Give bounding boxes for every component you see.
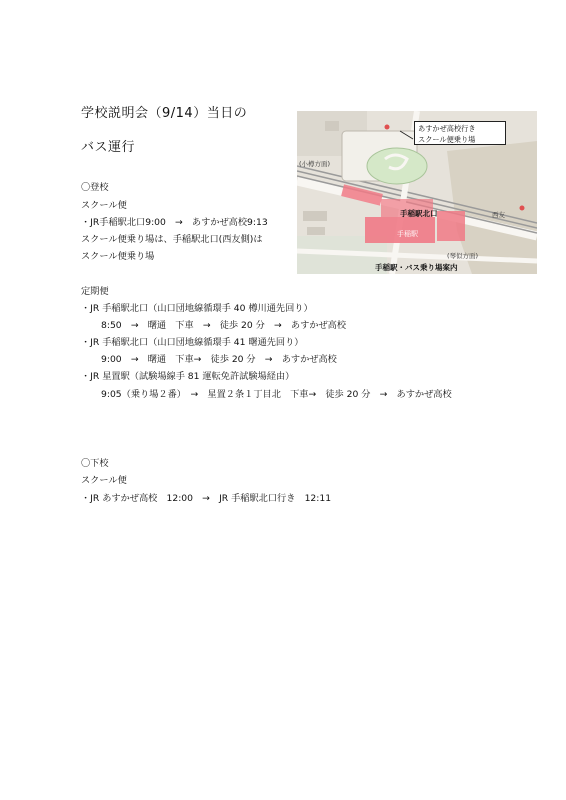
return-heading: 〇下校 — [81, 458, 109, 469]
station-map — [297, 111, 537, 274]
route-3-detail: 9:05（乗り場２番） → 星置２条１丁目北 下車→ 徒歩 20 分 → あすかぜ高校 — [101, 389, 452, 400]
north-exit-label: 手稲駅北口 — [400, 209, 438, 218]
callout-line-1: あすかぜ高校行き — [418, 124, 476, 133]
school-bus-route: ・JR手稲駅北口9:00 → あすかぜ高校9:13 — [81, 217, 268, 228]
return-school-bus-route: ・JR あすかぜ高校 12:00 → JR 手稲駅北口行き 12:11 — [81, 493, 332, 504]
direction-right-label: (琴似方面) — [447, 252, 479, 260]
route-3-line: ・JR 星置駅（試験場線手 81 運転免許試験場経由） — [81, 371, 295, 382]
return-school-bus-heading: スクール便 — [81, 475, 127, 486]
page-title: 学校説明会（9/14）当日の — [81, 106, 248, 121]
school-bus-heading: スクール便 — [81, 200, 127, 211]
commute-heading: 〇登校 — [81, 182, 109, 193]
callout-line-2: スクール便乗り場 — [418, 135, 476, 144]
store-label: 西友 — [492, 211, 505, 219]
map-caption: 手稲駅・バス乗り場案内 — [375, 263, 458, 272]
route-2-detail: 9:00 → 曙通 下車→ 徒歩 20 分 → あすかぜ高校 — [101, 354, 337, 365]
page-subtitle: バス運行 — [81, 140, 136, 155]
school-bus-stop-note-1: スクール便乗り場は、手稲駅北口(西友側)は — [81, 234, 263, 245]
direction-left-label: (小樽方面) — [299, 160, 331, 168]
route-2-line: ・JR 手稲駅北口（山口団地線循環手 41 曙通先回り） — [81, 337, 304, 348]
route-1-detail: 8:50 → 曙通 下車 → 徒歩 20 分 → あすかぜ高校 — [101, 320, 347, 331]
regular-bus-heading: 定期便 — [81, 286, 109, 297]
school-bus-stop-note-2: スクール便乗り場 — [81, 251, 155, 262]
bus-stop-callout — [414, 121, 506, 145]
route-1-line: ・JR 手稲駅北口（山口団地線循環手 40 樽川通先回り） — [81, 303, 313, 314]
station-label: 手稲駅 — [397, 230, 418, 238]
